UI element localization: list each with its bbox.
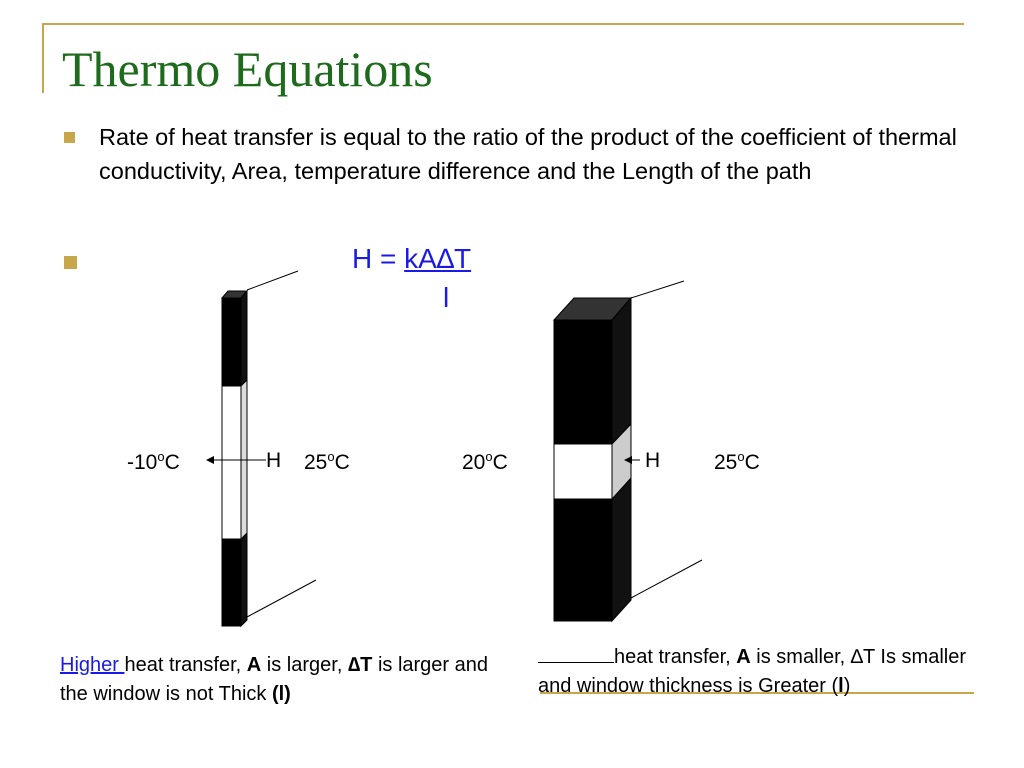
answer-higher: Higher — [60, 654, 125, 676]
left-heat-flow-label: H — [266, 449, 282, 472]
right-heat-flow-label: H — [645, 449, 661, 472]
answer-blank — [538, 643, 614, 663]
right-outside-temp: 20$^o$C — [462, 449, 508, 474]
right-inside-temp: 25$^o$C — [714, 449, 760, 474]
bullet-text: Rate of heat transfer is equal to the ratio of the product of the coefficient of thermal conductivity, Area, temperature difference and the Length of the path — [99, 124, 957, 184]
slide-title: Thermo Equations — [62, 41, 433, 97]
formula-numerator: kA∆T — [404, 243, 472, 274]
formula-denominator: l — [443, 282, 450, 313]
left-outside-temp: -10$^o$C — [127, 449, 180, 474]
formula-lhs: H = — [352, 243, 405, 274]
left-caption: Higher heat transfer, A is larger, ∆T is larger and the window is not Thick (l) — [60, 654, 489, 705]
thick-window — [554, 281, 702, 621]
thin-window — [206, 271, 316, 626]
right-caption: heat transfer, A is smaller, ∆T Is smaller and window thickness is Greater (l) — [538, 643, 968, 701]
left-inside-temp: 25$^o$C — [304, 449, 350, 474]
